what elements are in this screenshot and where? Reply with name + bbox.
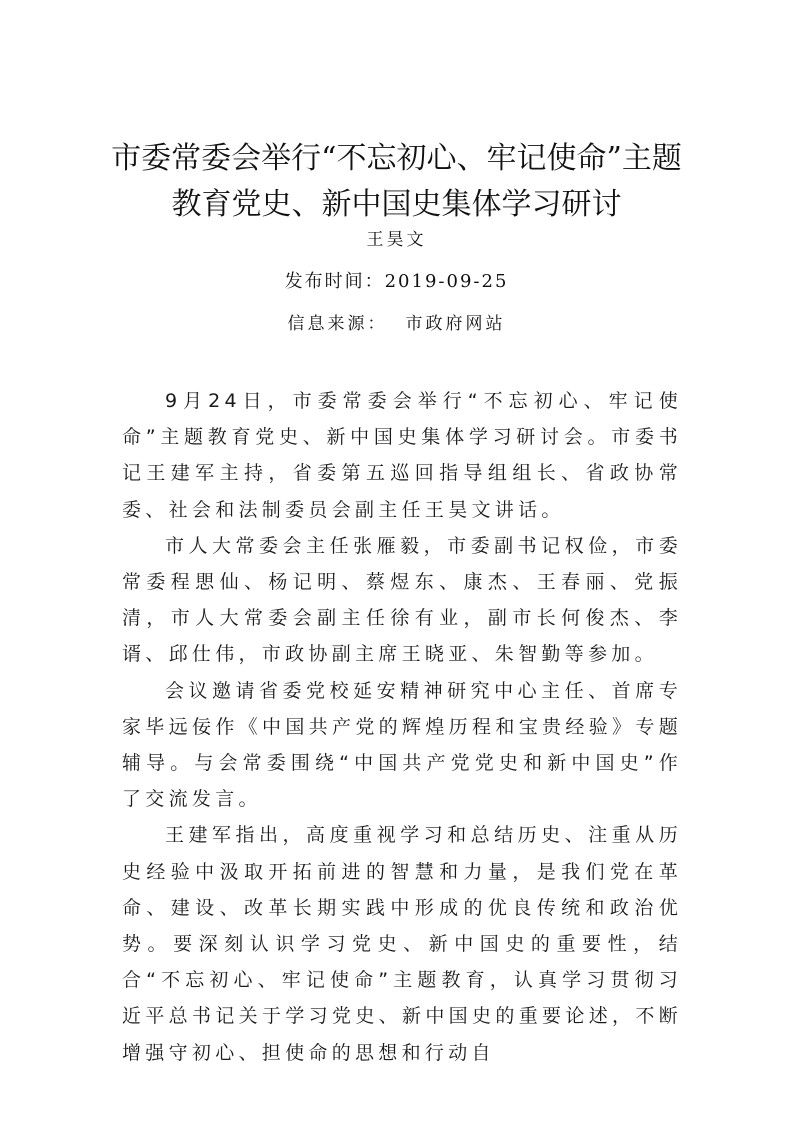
article-title: 市委常委会举行“不忘初心、牢记使命”主题教育党史、新中国史集体学习研讨: [111, 141, 682, 222]
publish-date-label: 发布时间：: [284, 271, 385, 292]
publish-date-line: [0, 270, 793, 294]
source-label: 信息来源：: [287, 314, 388, 334]
paragraph: 9月24日，市委常委会举行“不忘初心、牢记使命”主题教育党史、新中国史集体学习研讨会。市委书记王建军主持，省委第五巡回指导组组长、省政协常委、社会和法制委员会副主任王昊文讲话。: [122, 390, 682, 521]
paragraph: 王建军指出，高度重视学习和总结历史、注重从历史经验中汲取开拓前进的智慧和力量，是我们党在革命、建设、改革长期实践中形成的优良传统和政治优势。要深刻认识学习党史、新中国史的重要性，结合“不忘初心、牢记使命”主题教育，认真学习贯彻习近平总书记关于学习党史、新中国史的重要论述，不断增强守初心、担使命的思想和行动自: [122, 824, 682, 1064]
source-line: [0, 312, 793, 336]
publish-date-value: 2019-09-25: [384, 271, 509, 292]
source-value: 市政府网站: [405, 314, 506, 334]
paragraph: 市人大常委会主任张雁毅，市委副书记权俭，市委常委程愳仙、杨记明、蔡煜东、康杰、王春丽、党振清，市人大常委会副主任徐有业，副市长何俊杰、李谞、邱仕伟，市政协副主席王晓亚、朱智勤等参加。: [122, 534, 682, 666]
article-author: 王昊文: [366, 230, 427, 250]
article-body: [122, 383, 682, 1071]
paragraph: 会议邀请省委党校延安精神研究中心主任、首席专家毕远佞作《中国共产党的辉煌历程和宝贵经验》专题辅导。与会常委围绕“中国共产党党史和新中国史”作了交流发言。: [122, 679, 682, 811]
